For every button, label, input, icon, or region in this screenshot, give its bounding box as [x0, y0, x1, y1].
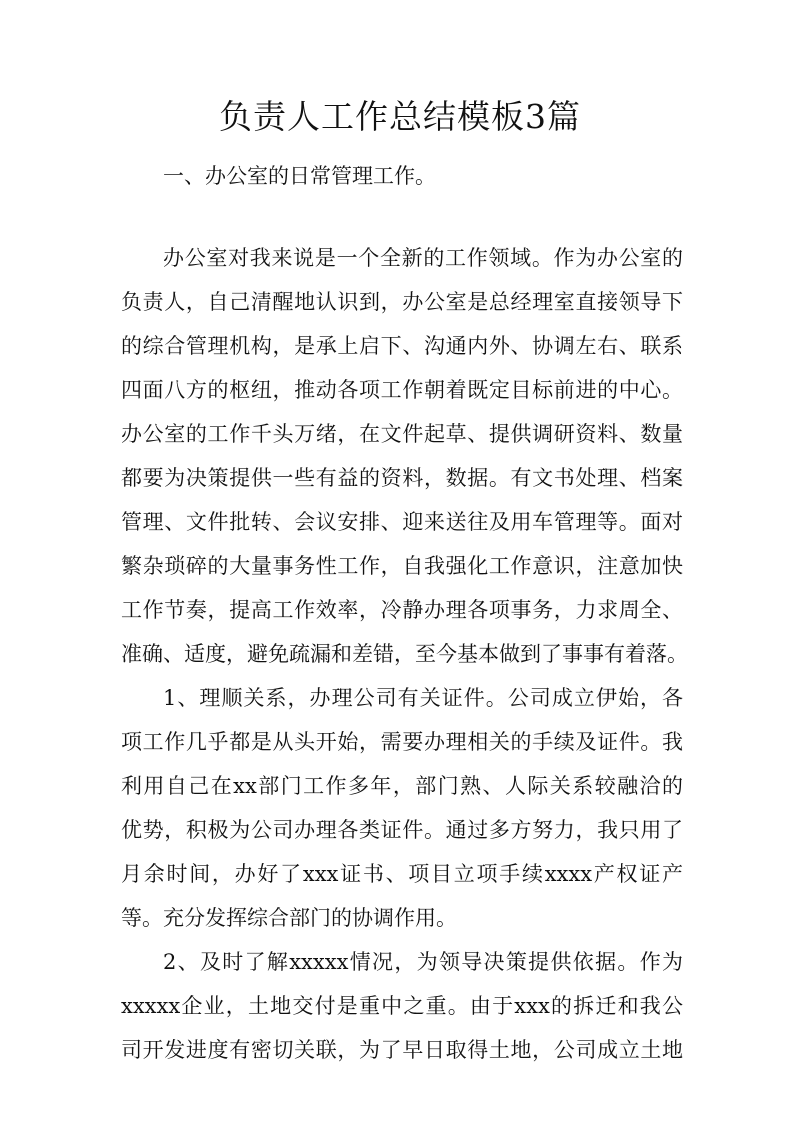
- paragraph-line: 利用自己在xx部门工作多年，部门熟、人际关系较融洽的: [121, 774, 683, 798]
- document-title: 负责人工作总结模板3篇: [219, 97, 581, 136]
- paragraph-line: 1、理顺关系，办理公司有关证件。公司成立伊始，各: [163, 686, 683, 710]
- paragraph-line: 办公室对我来说是一个全新的工作领域。作为办公室的: [163, 246, 683, 270]
- paragraph-line: 优势，积极为公司办理各类证件。通过多方努力，我只用了: [121, 818, 683, 842]
- paragraph-line: 项工作几乎都是从头开始，需要办理相关的手续及证件。我: [121, 730, 683, 754]
- paragraph-line: 都要为决策提供一些有益的资料，数据。有文书处理、档案: [121, 466, 683, 490]
- paragraph-line: 四面八方的枢纽，推动各项工作朝着既定目标前进的中心。: [121, 378, 683, 402]
- paragraph-line: 等。充分发挥综合部门的协调作用。: [121, 906, 457, 930]
- paragraph-line: 准确、适度，避免疏漏和差错，至今基本做到了事事有着落。: [121, 642, 688, 666]
- paragraph-line: 2、及时了解xxxxx情况，为领导决策提供依据。作为: [163, 950, 683, 974]
- paragraph-line: 工作节奏，提高工作效率，冷静办理各项事务，力求周全、: [121, 598, 683, 622]
- paragraph-line: 管理、文件批转、会议安排、迎来送往及用车管理等。面对: [121, 510, 683, 534]
- paragraph-line: 司开发进度有密切关联，为了早日取得土地，公司成立土地: [121, 1038, 683, 1062]
- section-heading: 一、办公室的日常管理工作。: [163, 164, 436, 188]
- paragraph-line: xxxxx企业，土地交付是重中之重。由于xxx的拆迁和我公: [121, 994, 683, 1018]
- paragraph-line: 的综合管理机构，是承上启下、沟通内外、协调左右、联系: [121, 334, 683, 358]
- paragraph-line: 办公室的工作千头万绪，在文件起草、提供调研资料、数量: [121, 422, 683, 446]
- paragraph-line: 负责人，自己清醒地认识到，办公室是总经理室直接领导下: [121, 290, 683, 314]
- paragraph-line: 月余时间，办好了xxx证书、项目立项手续xxxx产权证产: [121, 862, 683, 886]
- paragraph-line: 繁杂琐碎的大量事务性工作，自我强化工作意识，注意加快: [121, 554, 683, 578]
